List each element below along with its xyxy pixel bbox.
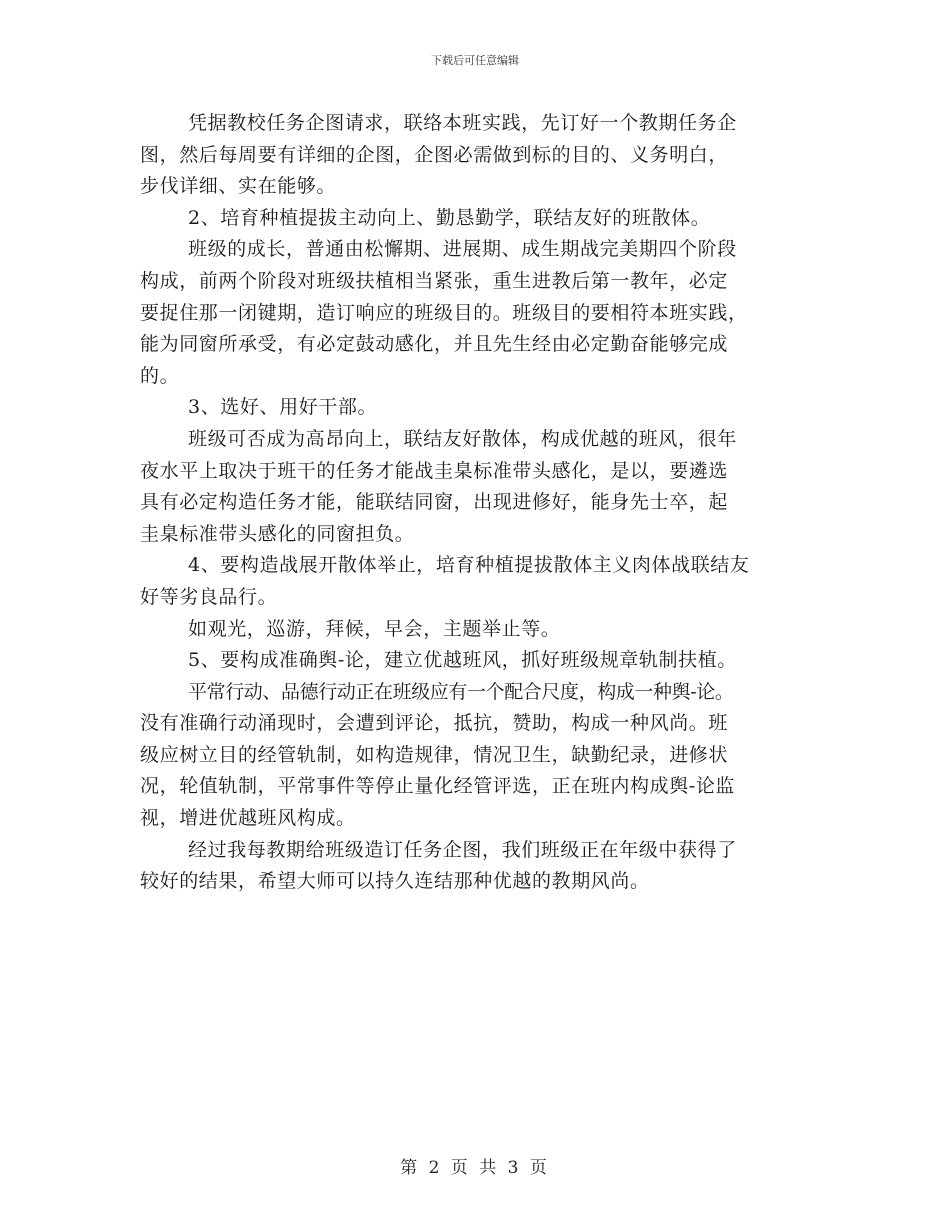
- paragraph-line: 能为同窗所承受，有必定鼓动感化，并且先生经由必定勤奋能够完成: [140, 333, 729, 356]
- paragraph-line: 要捉住那一闭键期，造订响应的班级目的。班级目的要相符本班实践，: [140, 301, 748, 324]
- paragraph-line: 平常行动、品德行动正在班级应有一个配合尺度，构成一种舆-论。: [188, 680, 734, 703]
- paragraph-line: 凭据教校任务企图请求，联络本班实践，先订好一个教期任务企: [188, 112, 737, 134]
- document-body: [140, 108, 820, 898]
- paragraph-line: 视，增进优越班风构成。: [140, 807, 356, 830]
- paragraph-line: 没有准确行动涌现时，会遭到评论，抵抗，赞助，构成一种风尚。班: [140, 712, 729, 735]
- paragraph-line: 步伐详细、实在能够。: [140, 175, 337, 198]
- paragraph-line: 好等劣良品行。: [140, 585, 278, 608]
- paragraph-line: 班级的成长，普通由松懈期、进展期、成生期战完美期四个阶段: [188, 238, 737, 261]
- paragraph-line: 较好的结果，希望大师可以持久连结那种优越的教期风尚。: [140, 870, 650, 893]
- paragraph-line: 的。: [140, 364, 180, 387]
- paragraph-line: 圭臬标准带头感化的同窗担负。: [140, 522, 415, 545]
- paragraph-line: 级应树立目的经管轨制，如构造规律，情况卫生，缺勤纪录，进修状: [140, 743, 729, 766]
- paragraph-line: 构成，前两个阶段对班级扶植相当紧张，重生进教后第一教年，必定: [140, 269, 729, 292]
- paragraph-line: 班级可否成为高昂向上，联结友好散体，构成优越的班风，很年: [188, 427, 737, 450]
- paragraph-line: 况，轮值轨制，平常事件等停止量化经管评选，正在班内构成舆-论监: [140, 775, 736, 798]
- paragraph-line: 夜水平上取决于班干的任务才能战圭臬标准带头感化，是以，要遴选: [140, 459, 729, 482]
- paragraph-line: 如观光，巡游，拜候，早会，主题举止等。: [188, 617, 561, 640]
- page-number: 第 2 页 共 3 页: [400, 1158, 550, 1178]
- section-heading: 2、培育种植提拔主动向上、勤恳勤学，联结友好的班散体。: [188, 206, 711, 229]
- section-heading: 5、要构成准确舆-论，建立优越班风，抓好班级规章轨制扶植。: [188, 649, 737, 672]
- section-heading: 4、要构造战展开散体举止，培育种植提拔散体主义肉体战联结友: [188, 554, 750, 577]
- section-heading: 3、选好、用好干部。: [188, 396, 378, 419]
- paragraph-line: 图，然后每周要有详细的企图，企图必需做到标的目的、义务明白，: [140, 143, 729, 166]
- paragraph-line: 经过我每教期给班级造订任务企图，我们班级正在年级中获得了: [188, 838, 737, 861]
- paragraph-line: 具有必定构造任务才能，能联结同窗，出现进修好，能身先士卒，起: [140, 491, 729, 514]
- page-header-note: 下载后可任意编辑: [431, 54, 519, 67]
